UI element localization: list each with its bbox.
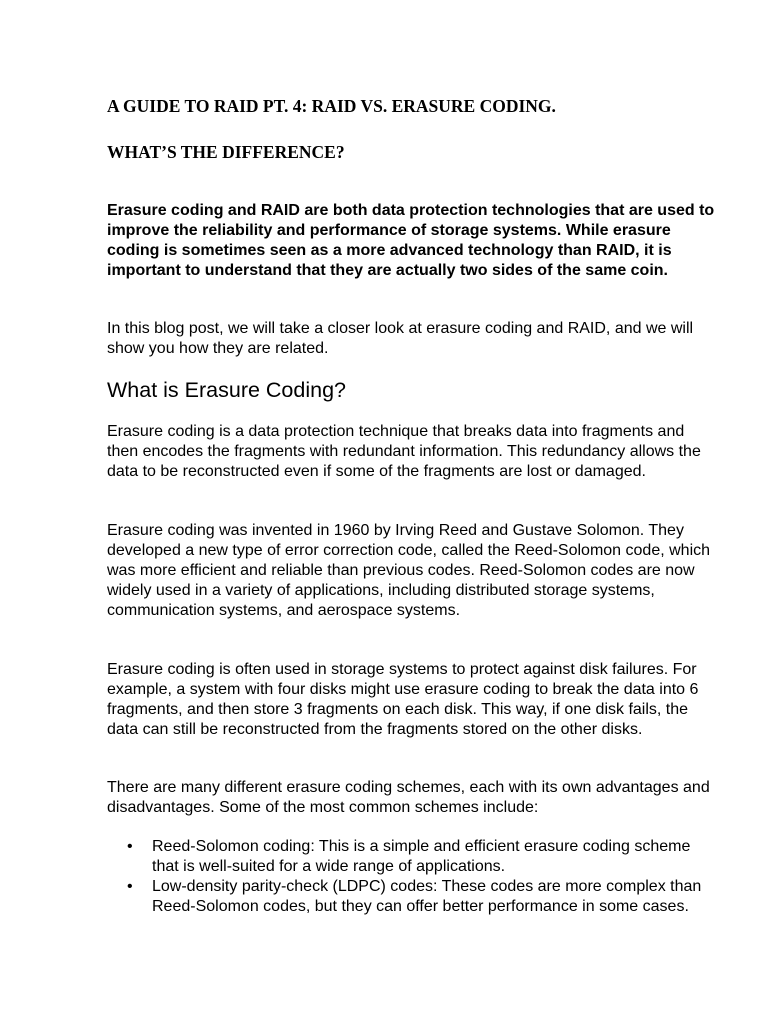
section-heading: What is Erasure Coding? [107,378,346,402]
bullet-icon: • [127,878,133,895]
intro-bold-paragraph: Erasure coding and RAID are both data protection technologies that are used to improve the reliability and performance of storage systems. While erasure coding is sometimes seen as a more advanced technology than RAID, it is important to understand that they are actually two sides of the same coin. [107,202,715,279]
schemes-list [107,837,717,917]
body-paragraph: Erasure coding is often used in storage systems to protect against disk failures. For example, a system with four disks might use erasure coding to break the data into 6 fragments, and then store 3 fragments on each disk. This way, if one disk fails, the data can still be reconstructed from the fragments stored on the other disks. [107,661,699,738]
body-paragraph: Erasure coding was invented in 1960 by Irving Reed and Gustave Solomon. They developed a new type of error correction code, called the Reed-Solomon code, which was more efficient and reliable than previous codes. Reed-Solomon codes are now widely used in a variety of applications, including distributed storage systems, communication systems, and aerospace systems. [107,522,711,619]
list-item-text: Reed-Solomon coding: This is a simple and efficient erasure coding scheme that is well-suited for a wide range of applications. [152,838,691,875]
list-item [107,837,712,877]
intro-paragraph: In this blog post, we will take a closer look at erasure coding and RAID, and we will show you how they are related. [107,320,694,357]
bullet-icon: • [127,838,133,855]
document-subtitle: WHAT’S THE DIFFERENCE? [107,142,345,162]
body-paragraph: There are many different erasure coding schemes, each with its own advantages and disadvantages. Some of the most common schemes include: [107,779,710,816]
document-title: A GUIDE TO RAID PT. 4: RAID VS. ERASURE CODING. [107,96,556,116]
body-paragraph: Erasure coding is a data protection technique that breaks data into fragments and then encodes the fragments with redundant information. This redundancy allows the data to be reconstructed even if some of the fragments are lost or damaged. [107,423,701,480]
list-item [107,877,712,917]
list-item-text: Low-density parity-check (LDPC) codes: These codes are more complex than Reed-Solomon codes, but they can offer better performance in some cases. [152,878,702,915]
